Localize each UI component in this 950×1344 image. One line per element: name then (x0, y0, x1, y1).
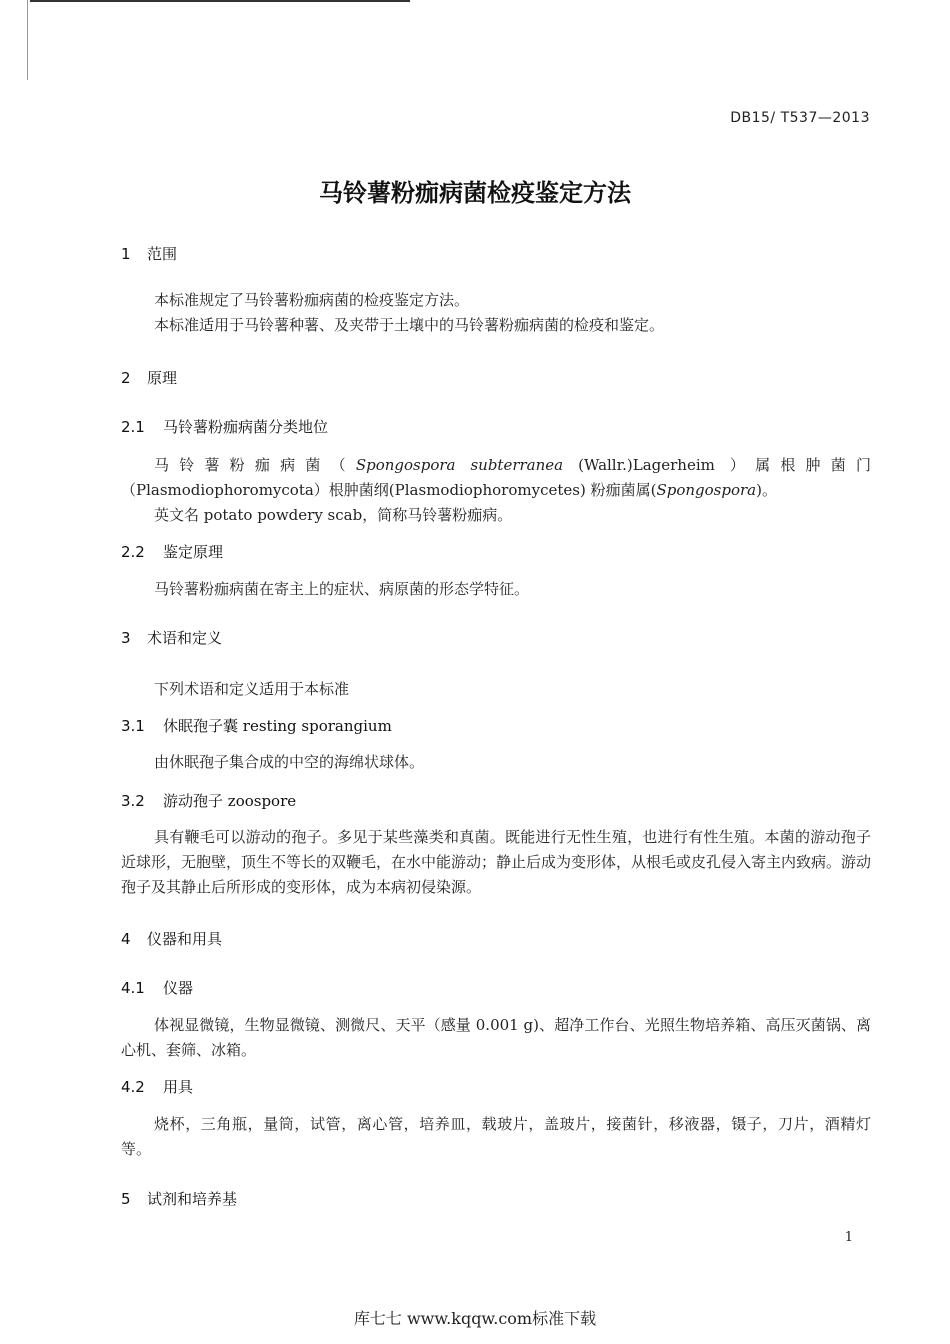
heading-3 (121, 627, 222, 648)
paragraph: 下列术语和定义适用于本标准 (154, 680, 350, 698)
text-run: （Plasmodiophoromycota）根肿菌纲(Plasmodiophoromycetes) 粉痂菌属( (121, 481, 657, 499)
heading-text: 用具 (163, 1078, 194, 1096)
heading-number: 2.1 (121, 418, 145, 436)
heading-3-1 (121, 715, 392, 736)
heading-text: 范围 (147, 245, 178, 263)
standard-number: DB15/ T537—2013 (730, 110, 870, 126)
heading-text: 原理 (147, 369, 178, 387)
page-title: 马铃薯粉痂病菌检疫鉴定方法 (319, 178, 631, 207)
heading-3-2 (121, 790, 296, 811)
paragraph: 马铃薯粉痂病菌在寄主上的症状、病原菌的形态学特征。 (154, 580, 530, 598)
heading-2-1 (121, 416, 328, 437)
heading-text: 游动孢子 (163, 792, 224, 810)
heading-number: 5 (121, 1190, 131, 1208)
heading-2 (121, 367, 177, 388)
heading-number: 2 (121, 369, 131, 387)
paragraph-line (121, 453, 871, 478)
heading-number: 1 (121, 245, 131, 263)
heading-4 (121, 928, 222, 949)
paragraph: 烧杯，三角瓶，量筒，试管，离心管，培养皿，载玻片，盖玻片，接菌针，移液器，镊子，刀片，酒精灯等。 (121, 1115, 871, 1158)
heading-2-2 (121, 541, 223, 562)
heading-number: 3.1 (121, 717, 145, 735)
paragraph: 体视显微镜，生物显微镜、测微尺、天平（感量 0.001 g)、超净工作台、光照生物培养箱、高压灭菌锅、离心机、套筛、冰箱。 (121, 1016, 871, 1059)
heading-number: 4.2 (121, 1078, 145, 1096)
heading-text: 休眠孢子囊 (163, 717, 239, 735)
heading-text: 试剂和培养基 (147, 1190, 238, 1208)
paragraph: 英文名 potato powdery scab，简称马铃薯粉痂病。 (154, 506, 513, 524)
heading-text: 仪器 (163, 979, 194, 997)
heading-5 (121, 1188, 237, 1209)
paragraph: 本标准适用于马铃薯种薯、及夹带于土壤中的马铃薯粉痂病菌的检疫和鉴定。 (154, 316, 665, 334)
scientific-name: Spongospora (656, 481, 757, 499)
heading-text: 鉴定原理 (163, 543, 224, 561)
paragraph-line (121, 478, 871, 503)
heading-english: resting sporangium (242, 717, 392, 735)
heading-number: 3.2 (121, 792, 145, 810)
page-number: 1 (844, 1230, 853, 1245)
heading-number: 4 (121, 930, 131, 948)
margin-rule (27, 0, 28, 80)
heading-english: zoospore (227, 792, 297, 810)
footer-watermark: 库七七 www.kqqw.com标准下载 (353, 1309, 597, 1328)
header-rule (30, 0, 410, 2)
paragraph: 由休眠孢子集合成的中空的海绵状球体。 (154, 753, 425, 771)
heading-1 (121, 243, 177, 264)
heading-text: 仪器和用具 (147, 930, 223, 948)
text-run: (Wallr.)Lagerheim ）属根肿菌门 (563, 456, 871, 474)
heading-text: 马铃薯粉痂病菌分类地位 (163, 418, 329, 436)
paragraph: 具有鞭毛可以游动的孢子。多见于某些藻类和真菌。既能进行无性生殖，也进行有性生殖。本菌的游动孢子近球形，无胞壁，顶生不等长的双鞭毛，在水中能游动；静止后成为变形体，从根毛或皮孔侵入寄主内致病。游动孢子及其静止后所形成的变形体，成为本病初侵染源。 (121, 828, 872, 896)
text-run: 马铃薯粉痂病菌（ (154, 456, 356, 474)
heading-number: 3 (121, 629, 131, 647)
text-run: )。 (756, 481, 777, 499)
scientific-name: Spongospora subterranea (355, 456, 564, 474)
heading-4-2 (121, 1076, 193, 1097)
heading-4-1 (121, 977, 193, 998)
paragraph: 本标准规定了马铃薯粉痂病菌的检疫鉴定方法。 (154, 291, 470, 309)
heading-number: 4.1 (121, 979, 145, 997)
heading-text: 术语和定义 (147, 629, 223, 647)
heading-number: 2.2 (121, 543, 145, 561)
